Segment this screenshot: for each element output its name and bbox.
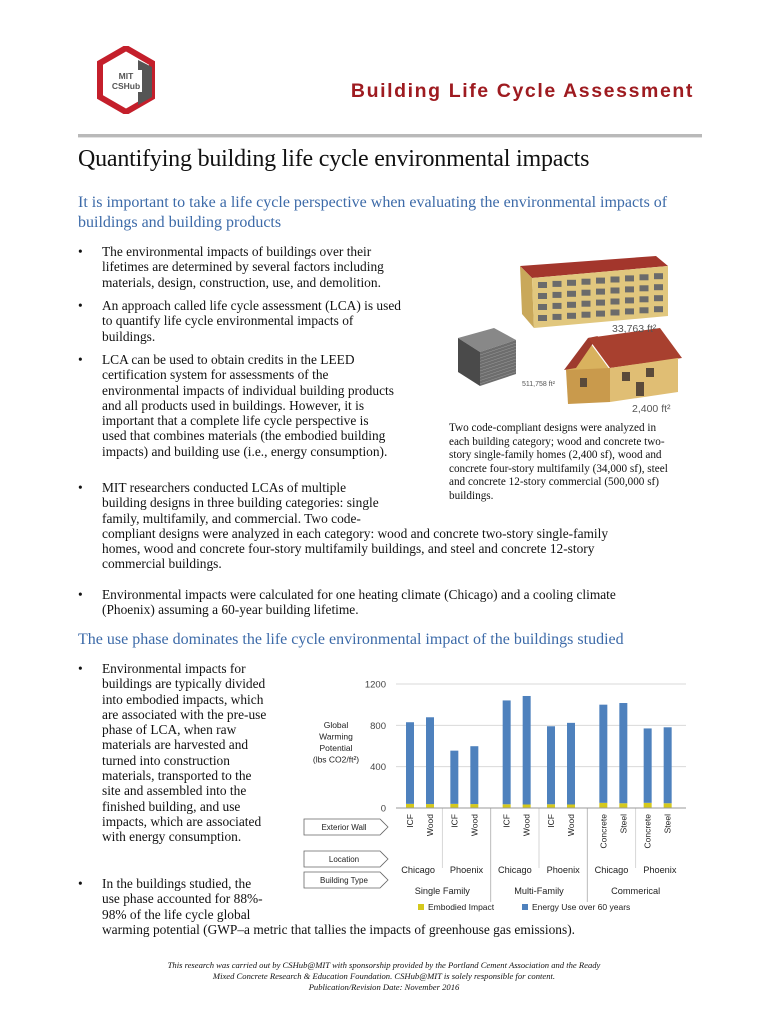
location-label: Chicago xyxy=(401,865,436,875)
bar-energy-use xyxy=(470,746,478,804)
text-line: The environmental impacts of buildings over their xyxy=(102,244,372,259)
window xyxy=(654,306,663,312)
figure-caption xyxy=(449,422,689,503)
bar-embodied-impact xyxy=(406,804,414,808)
bar-energy-use xyxy=(450,751,458,804)
bullet-text xyxy=(102,352,394,459)
building-illustration xyxy=(450,248,686,418)
text-line: building designs in three building categories: single xyxy=(102,495,379,511)
window xyxy=(640,285,649,291)
bullet-marker: • xyxy=(78,352,83,367)
window xyxy=(625,308,634,314)
y-tick-label: 800 xyxy=(370,720,386,732)
bar-embodied-impact xyxy=(599,803,607,808)
bar-embodied-impact xyxy=(470,804,478,808)
window xyxy=(596,289,605,295)
logo-text-cshub: CSHub xyxy=(111,81,141,91)
row-label: Location xyxy=(328,855,360,864)
window xyxy=(596,300,605,306)
window xyxy=(611,277,620,283)
window xyxy=(553,303,562,309)
text-line: are associated with the pre-use xyxy=(102,706,267,722)
y-axis-label: (lbs CO2/ft²) xyxy=(312,754,360,765)
text-line: Environmental impacts were calculated for one heating climate (Chicago) and a cooling climate xyxy=(102,587,616,602)
text-line: MIT researchers conducted LCAs of multiple xyxy=(102,480,347,495)
text-line: buildings are typically divided xyxy=(102,676,266,692)
window xyxy=(625,286,634,292)
text-line: buildings. xyxy=(102,328,156,344)
text-line: commercial buildings. xyxy=(102,556,222,572)
bullet-marker: • xyxy=(78,661,83,676)
single-family-area-label: 2,400 ft² xyxy=(632,403,671,415)
bar-energy-use xyxy=(567,723,575,805)
window xyxy=(640,307,649,313)
logo-text-mit: MIT xyxy=(118,71,134,81)
window xyxy=(538,315,547,321)
window xyxy=(625,275,634,281)
window xyxy=(640,274,649,280)
y-tick-label: 400 xyxy=(370,762,386,774)
bar-embodied-impact xyxy=(426,804,434,808)
window xyxy=(654,295,663,301)
window xyxy=(611,288,620,294)
bullet-marker: • xyxy=(78,876,83,891)
x-category-label: ICF xyxy=(405,814,415,828)
window xyxy=(611,310,620,316)
bar-embodied-impact xyxy=(664,803,672,808)
text-line: materials are harvested and xyxy=(102,737,249,753)
text-line: use phase accounted for 88%- xyxy=(102,891,263,907)
text-line: impacts, which are associated xyxy=(102,813,262,829)
footer-line: Publication/Revision Date: November 2016 xyxy=(308,982,460,992)
legend-label: Embodied Impact xyxy=(428,902,495,912)
text-line: site and assembled into the xyxy=(102,783,247,799)
window xyxy=(654,284,663,290)
bar-embodied-impact xyxy=(450,804,458,808)
y-tick-label: 1200 xyxy=(364,679,386,691)
window xyxy=(596,278,605,284)
location-label: Phoenix xyxy=(449,865,484,875)
text-line: In the buildings studied, the xyxy=(102,876,252,891)
window xyxy=(538,293,547,299)
commercial-building xyxy=(458,328,516,386)
text-line: LCA can be used to obtain credits in the LEED xyxy=(102,352,355,367)
window xyxy=(582,290,591,296)
caption-line: buildings. xyxy=(449,489,494,502)
window xyxy=(553,314,562,320)
y-axis-label: Potential xyxy=(319,743,353,753)
bullet-text xyxy=(102,298,401,344)
bar-energy-use xyxy=(503,700,511,804)
text-line: with energy consumption. xyxy=(102,829,242,845)
location-label: Chicago xyxy=(594,865,629,875)
commercial-area-label: 511,758 ft² xyxy=(522,381,555,388)
bar-embodied-impact xyxy=(619,803,627,808)
x-category-label: Wood xyxy=(425,814,435,837)
window xyxy=(567,280,576,286)
text-line: homes, wood and concrete four-story multifamily buildings, and steel and concrete 12-story xyxy=(102,541,595,557)
bar-energy-use xyxy=(644,728,652,802)
window xyxy=(567,313,576,319)
text-line: impacts) and building use (i.e., energy consumption). xyxy=(102,443,388,459)
window xyxy=(538,304,547,310)
bar-energy-use xyxy=(406,722,414,804)
section-heading-life-cycle-perspective: It is important to take a life cycle perspective when evaluating the environmental impacts of buildings and building products xyxy=(78,194,668,231)
bar-embodied-impact xyxy=(503,804,511,808)
mit-cshub-logo xyxy=(96,46,156,114)
text-line: 98% of the life cycle global xyxy=(102,906,251,922)
bar-energy-use xyxy=(619,703,627,803)
bar-energy-use xyxy=(599,705,607,803)
text-line: to quantify life cycle environmental impacts of xyxy=(102,313,354,329)
text-line: phase of LCA, when raw xyxy=(102,722,237,738)
text-line: turned into construction xyxy=(102,752,230,768)
text-line: used that combines materials (the embodied building xyxy=(102,428,386,444)
text-line: warming potential (GWP–a metric that tallies the impacts of greenhouse gas emissions). xyxy=(102,921,576,937)
text-line: into embodied impacts, which xyxy=(102,691,264,707)
bullet-marker: • xyxy=(78,480,83,495)
text-line: important that a complete life cycle perspective is xyxy=(102,413,369,429)
caption-line: story single-family homes (2,400 sf), wood and xyxy=(449,449,662,461)
row-label: Building Type xyxy=(320,876,368,885)
gwp-stacked-bar-chart xyxy=(300,670,692,918)
footer-line: Mixed Concrete Research & Education Foundation. CSHub@MIT is solely responsible for content. xyxy=(212,971,556,981)
text-line: environmental impacts of individual building products xyxy=(102,382,394,398)
bullet-marker: • xyxy=(78,298,83,313)
x-category-label: ICF xyxy=(546,814,556,828)
text-line: and all products used in buildings. However, it is xyxy=(102,397,365,413)
text-line: Environmental impacts for xyxy=(102,661,246,676)
caption-line: and concrete 12-story commercial (500,000 sf) xyxy=(449,476,660,488)
text-line: materials, transported to the xyxy=(102,768,252,784)
bar-embodied-impact xyxy=(567,804,575,808)
bullet-text xyxy=(102,244,384,290)
x-category-label: Concrete xyxy=(598,814,609,849)
x-category-label: Steel xyxy=(662,814,673,834)
bar-energy-use xyxy=(426,717,434,804)
building-type-label: Commerical xyxy=(611,886,661,896)
location-label: Chicago xyxy=(497,865,532,875)
caption-line: each building category; wood and concrete two- xyxy=(449,435,665,448)
bullet-text xyxy=(102,587,616,618)
header-divider xyxy=(78,134,702,137)
building-type-label: Single Family xyxy=(414,886,470,896)
window xyxy=(567,291,576,297)
caption-line: Two code-compliant designs were analyzed in xyxy=(449,422,657,434)
window xyxy=(538,282,547,288)
y-tick-label: 0 xyxy=(380,803,386,815)
x-category-label: Wood xyxy=(521,814,532,837)
x-category-label: Steel xyxy=(618,814,629,834)
bar-embodied-impact xyxy=(523,804,531,808)
window xyxy=(596,311,605,317)
window xyxy=(567,302,576,308)
legend-swatch xyxy=(522,904,528,910)
row-label: Exterior Wall xyxy=(321,823,367,832)
text-line: An approach called life cycle assessment (LCA) is used xyxy=(102,298,401,313)
text-line: compliant designs were analyzed in each category: wood and concrete two-story single-family xyxy=(102,525,609,541)
bullet-marker: • xyxy=(78,587,83,602)
y-axis-label: Global xyxy=(323,720,349,730)
window xyxy=(553,292,562,298)
window xyxy=(625,297,634,303)
x-category-label: Wood xyxy=(566,814,576,837)
building-type-label: Multi-Family xyxy=(514,886,564,896)
text-line: finished building, and use xyxy=(102,798,241,814)
location-label: Phoenix xyxy=(546,865,580,875)
text-line: certification system for assessments of the xyxy=(102,367,329,383)
location-label: Phoenix xyxy=(643,865,677,875)
header-title: Building Life Cycle Assessment xyxy=(350,80,694,102)
caption-line: concrete four-story multifamily (34,000 sf), steel xyxy=(449,462,668,475)
bar-energy-use xyxy=(547,726,555,804)
footer-note xyxy=(100,960,668,993)
window xyxy=(611,299,620,305)
bullet-marker: • xyxy=(78,244,83,259)
x-category-label: ICF xyxy=(449,814,460,828)
multifamily-building xyxy=(520,256,668,328)
window xyxy=(640,296,649,302)
section-heading-use-phase: The use phase dominates the life cycle environmental impact of the buildings studied xyxy=(78,631,624,648)
bar-energy-use xyxy=(664,727,672,803)
text-line: materials, design, construction, use, and demolition. xyxy=(102,274,381,290)
bar-embodied-impact xyxy=(644,803,652,808)
legend-label: Energy Use over 60 years xyxy=(532,902,631,912)
footer-line: This research was carried out by CSHub@MIT with sponsorship provided by the Portland Cement Association and the Ready xyxy=(167,960,601,970)
y-axis-label: Warming xyxy=(319,731,353,742)
bar-energy-use xyxy=(523,696,531,805)
text-line: family, multifamily, and commercial. Two code- xyxy=(102,510,361,526)
page-title: Quantifying building life cycle environmental impacts xyxy=(78,146,590,172)
window xyxy=(553,281,562,287)
window xyxy=(582,312,591,318)
x-category-label: Wood xyxy=(469,814,480,837)
bar-embodied-impact xyxy=(547,804,555,808)
window xyxy=(654,273,663,279)
legend-swatch xyxy=(418,904,424,910)
window xyxy=(582,301,591,307)
x-category-label: ICF xyxy=(501,814,512,828)
text-line: lifetimes are determined by several factors including xyxy=(102,259,384,275)
text-line: (Phoenix) assuming a 60-year building lifetime. xyxy=(102,602,359,618)
bullet-text xyxy=(102,661,266,845)
single-family-house xyxy=(564,328,682,404)
multifamily-area-label: 33,763 ft² xyxy=(612,323,657,335)
x-category-label: Concrete xyxy=(642,814,653,849)
window xyxy=(582,279,591,285)
